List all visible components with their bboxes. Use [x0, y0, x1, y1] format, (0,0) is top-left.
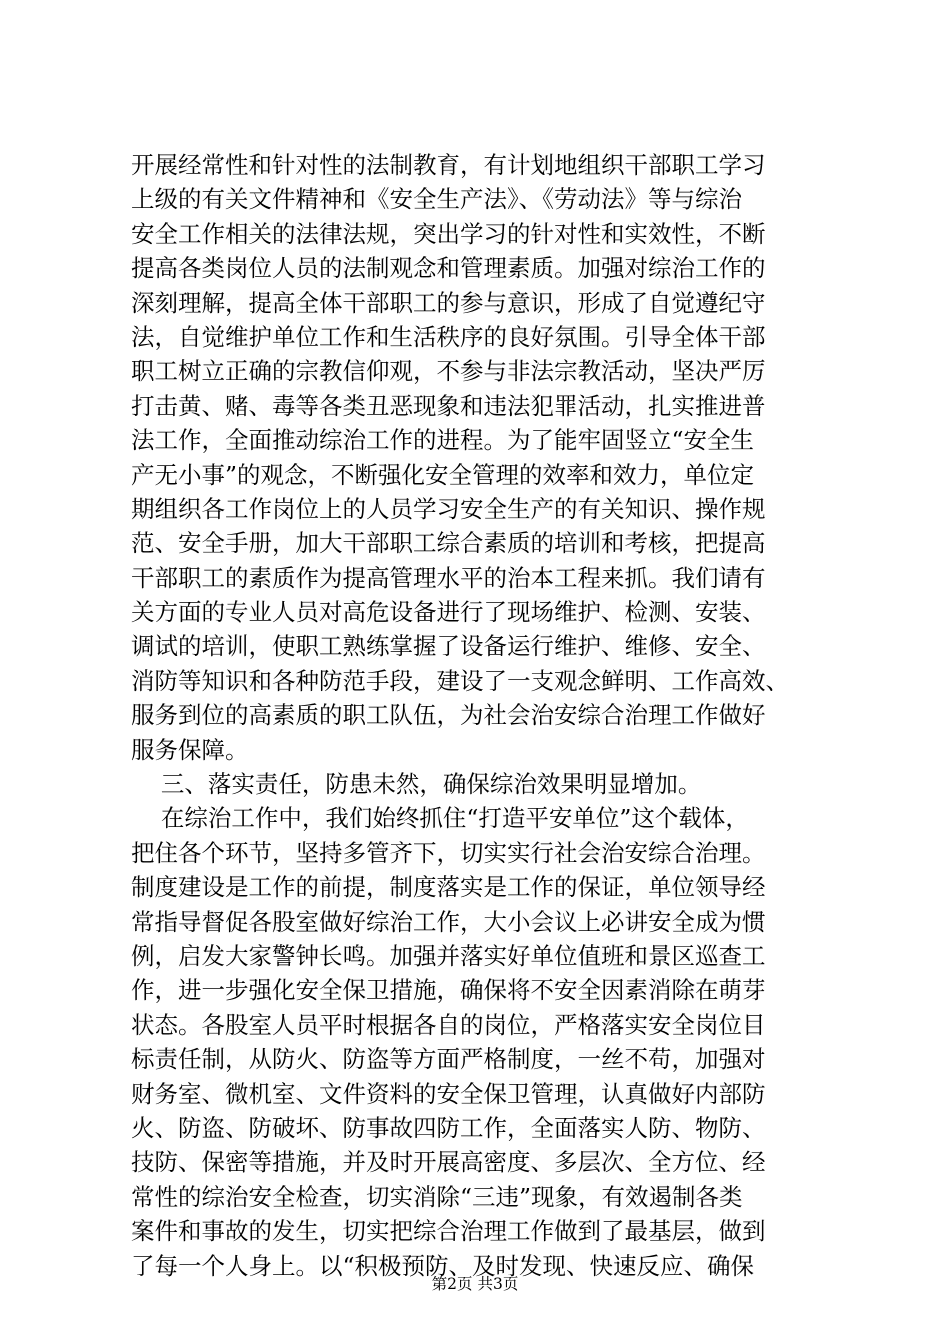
body-text — [131, 148, 831, 1283]
text-line: 作，进一步强化安全保卫措施，确保将不安全因素消除在萌芽 — [131, 976, 766, 1005]
text-line: 常指导督促各股室做好综治工作，大小会议上必讲安全成为惯 — [131, 907, 766, 936]
text-line: 提高各类岗位人员的法制观念和管理素质。加强对综治工作的 — [131, 254, 766, 283]
text-line: 常性的综治安全检查，切实消除“三违”现象，有效遏制各类 — [131, 1182, 743, 1211]
text-line: 调试的培训，使职工熟练掌握了设备运行维护、维修、安全、 — [131, 632, 766, 661]
text-line: 关方面的专业人员对高危设备进行了现场维护、检测、安装、 — [131, 598, 766, 627]
text-line: 例，启发大家警钟长鸣。加强并落实好单位值班和景区巡查工 — [131, 941, 766, 970]
page-number-footer: 第2页 共3页 — [431, 1275, 519, 1293]
text-line: 法工作，全面推动综治工作的进程。为了能牢固竖立“安全生 — [131, 426, 755, 455]
text-line: 深刻理解，提高全体干部职工的参与意识，形成了自觉遵纪守 — [131, 288, 766, 317]
text-line: 范、安全手册，加大干部职工综合素质的培训和考核，把提高 — [131, 529, 766, 558]
text-line: 安全工作相关的法律法规，突出学习的针对性和实效性，不断 — [131, 219, 766, 248]
text-line: 火、防盗、防破坏、防事故四防工作，全面落实人防、物防、 — [131, 1113, 766, 1142]
text-line: 期组织各工作岗位上的人员学习安全生产的有关知识、操作规 — [131, 494, 766, 523]
text-line: 消防等知识和各种防范手段，建设了一支观念鲜明、工作高效、 — [131, 666, 789, 695]
text-line: 开展经常性和针对性的法制教育，有计划地组织干部职工学习 — [131, 151, 766, 179]
text-line: 了每一个人身上。以“积极预防、及时发现、快速反应、确保 — [131, 1251, 755, 1280]
text-line: 上级的有关文件精神和《安全生产法》、《劳动法》等与综治 — [131, 185, 742, 214]
text-line: 服务保障。 — [131, 735, 249, 764]
text-line: 产无小事”的观念，不断强化安全管理的效率和效力，单位定 — [131, 460, 755, 489]
text-line: 技防、保密等措施，并及时开展高密度、多层次、全方位、经 — [131, 1148, 766, 1177]
text-line: 干部职工的素质作为提高管理水平的治本工程来抓。我们请有 — [131, 563, 766, 592]
text-line: 服务到位的高素质的职工队伍，为社会治安综合治理工作做好 — [131, 701, 766, 730]
text-line: 打击黄、赌、毒等各类丑恶现象和违法犯罪活动，扎实推进普 — [131, 391, 766, 420]
text-line: 财务室、微机室、文件资料的安全保卫管理，认真做好内部防 — [131, 1079, 766, 1108]
section-heading: 三、落实责任，防患未然，确保综治效果明显增加。 — [131, 770, 702, 799]
text-line: 案件和事故的发生，切实把综合治理工作做到了最基层，做到 — [131, 1217, 766, 1246]
text-line: 法，自觉维护单位工作和生活秩序的良好氛围。引导全体干部 — [131, 322, 766, 351]
text-line: 标责任制，从防火、防盗等方面严格制度，一丝不苟，加强对 — [131, 1045, 766, 1074]
text-line: 把住各个环节，坚持多管齐下，切实实行社会治安综合治理。 — [131, 838, 766, 867]
text-line: 在综治工作中，我们始终抓住“打造平安单位”这个载体， — [131, 804, 749, 833]
text-line: 职工树立正确的宗教信仰观，不参与非法宗教活动，坚决严厉 — [131, 357, 766, 386]
text-line: 状态。各股室人员平时根据各自的岗位，严格落实安全岗位目 — [131, 1010, 766, 1039]
text-line: 制度建设是工作的前提，制度落实是工作的保证，单位领导经 — [131, 873, 766, 902]
